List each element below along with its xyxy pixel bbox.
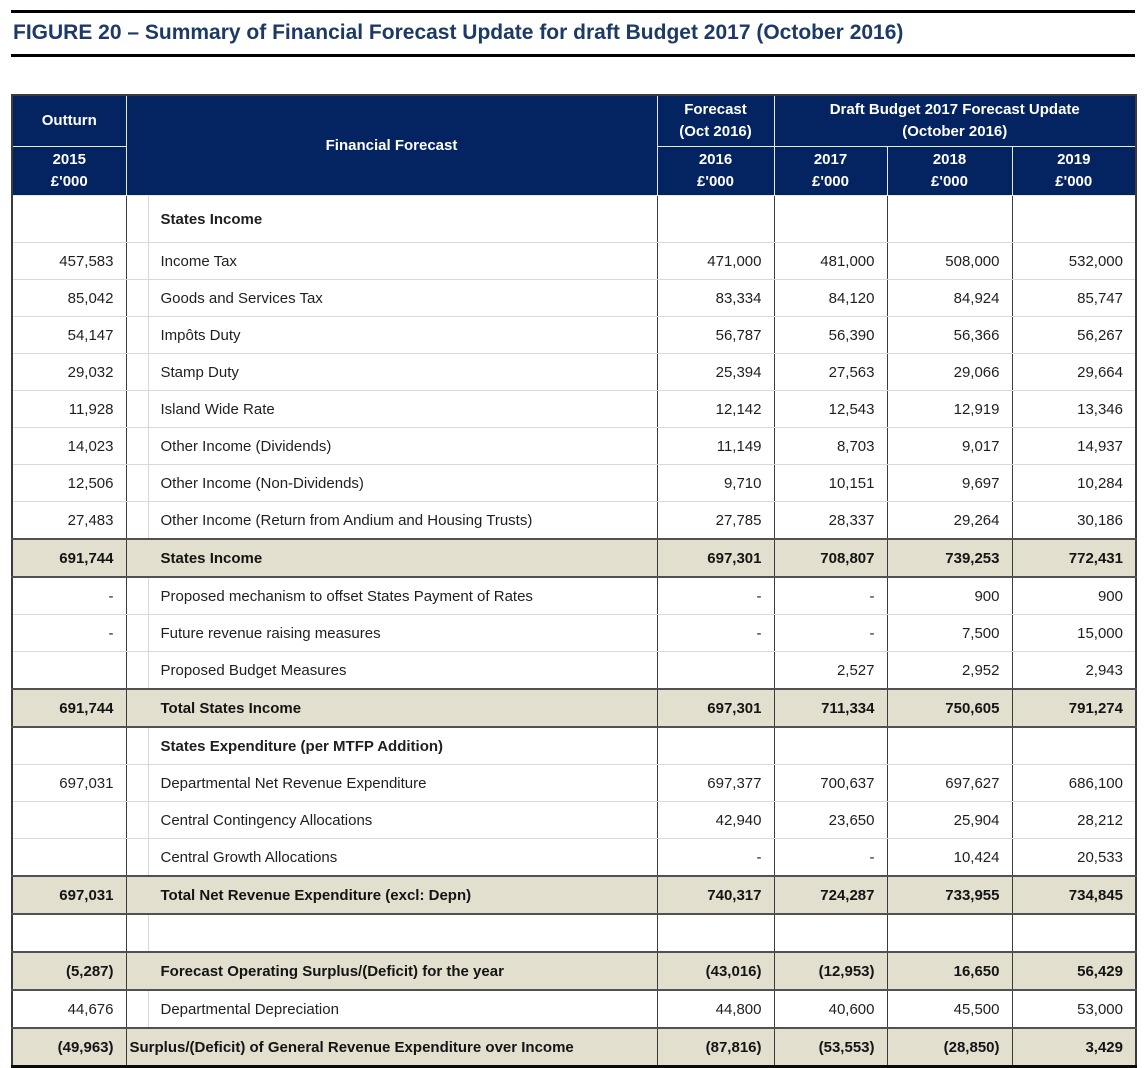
outturn-value xyxy=(12,727,126,765)
financial-forecast-table xyxy=(11,94,1137,1068)
outturn-value: 457,583 xyxy=(12,243,126,280)
value-2016: - xyxy=(657,577,774,615)
row-label: Stamp Duty xyxy=(148,354,657,391)
value-2016 xyxy=(657,727,774,765)
row-label: Other Income (Non-Dividends) xyxy=(148,465,657,502)
outturn-value: 697,031 xyxy=(12,765,126,802)
title-rule-bottom xyxy=(11,54,1135,57)
value-2017: - xyxy=(774,839,887,877)
outturn-value: 697,031 xyxy=(12,876,126,914)
row-indent xyxy=(126,615,148,652)
row-indent xyxy=(126,802,148,839)
forecast-sublabel: (Oct 2016) xyxy=(679,123,752,140)
value-2018: 9,017 xyxy=(887,428,1012,465)
outturn-header-label: Outturn xyxy=(41,112,97,129)
value-2016: (43,016) xyxy=(657,952,774,990)
value-2017: 12,543 xyxy=(774,391,887,428)
value-2018: 733,955 xyxy=(887,876,1012,914)
row-indent xyxy=(126,839,148,877)
year-2015-header-cell xyxy=(12,147,126,196)
financial-forecast-label: Financial Forecast xyxy=(325,136,458,154)
value-2017: - xyxy=(774,577,887,615)
row-label: Proposed Budget Measures xyxy=(148,652,657,690)
value-2018: 750,605 xyxy=(887,689,1012,727)
value-2018: 508,000 xyxy=(887,243,1012,280)
value-2019: 13,346 xyxy=(1012,391,1136,428)
table-row xyxy=(12,577,1136,615)
value-2018: 84,924 xyxy=(887,280,1012,317)
table-row xyxy=(12,990,1136,1028)
table-row xyxy=(12,502,1136,540)
value-2019: 28,212 xyxy=(1012,802,1136,839)
outturn-value: 54,147 xyxy=(12,317,126,354)
outturn-value: 27,483 xyxy=(12,502,126,540)
table-row xyxy=(12,243,1136,280)
value-2017: 724,287 xyxy=(774,876,887,914)
value-2018: 29,066 xyxy=(887,354,1012,391)
value-2016: 27,785 xyxy=(657,502,774,540)
year-2018-header-cell xyxy=(887,147,1012,196)
table-row xyxy=(12,317,1136,354)
value-2018: 900 xyxy=(887,577,1012,615)
outturn-value: 14,023 xyxy=(12,428,126,465)
row-label: Surplus/(Deficit) of General Revenue Expenditure over Income xyxy=(126,1028,657,1067)
value-2017: - xyxy=(774,615,887,652)
value-2019: 53,000 xyxy=(1012,990,1136,1028)
year-2016-label: 2016 xyxy=(698,151,733,168)
value-2019: 20,533 xyxy=(1012,839,1136,877)
table-row xyxy=(12,1028,1136,1067)
row-indent xyxy=(126,652,148,690)
table-row xyxy=(12,196,1136,243)
value-2016: 42,940 xyxy=(657,802,774,839)
year-2017-label: 2017 xyxy=(813,151,848,168)
row-label xyxy=(148,914,657,952)
value-2017: 27,563 xyxy=(774,354,887,391)
forecast-label: Forecast xyxy=(684,101,747,118)
outturn-value: 691,744 xyxy=(12,689,126,727)
row-label: Central Contingency Allocations xyxy=(148,802,657,839)
value-2016: - xyxy=(657,615,774,652)
value-2019: 29,664 xyxy=(1012,354,1136,391)
value-2016: 12,142 xyxy=(657,391,774,428)
value-2016: 44,800 xyxy=(657,990,774,1028)
year-2016-header-cell xyxy=(657,147,774,196)
table-row xyxy=(12,539,1136,577)
value-2019: 686,100 xyxy=(1012,765,1136,802)
value-2017: 84,120 xyxy=(774,280,887,317)
header-row-top xyxy=(12,95,1136,147)
year-2019-unit: £'000 xyxy=(1055,173,1093,190)
value-2018: (28,850) xyxy=(887,1028,1012,1067)
value-2016 xyxy=(657,652,774,690)
value-2017 xyxy=(774,196,887,243)
value-2016 xyxy=(657,196,774,243)
table-row xyxy=(12,876,1136,914)
value-2016: 25,394 xyxy=(657,354,774,391)
outturn-value: (5,287) xyxy=(12,952,126,990)
outturn-value: 691,744 xyxy=(12,539,126,577)
value-2017 xyxy=(774,914,887,952)
table-row xyxy=(12,391,1136,428)
value-2019: 3,429 xyxy=(1012,1028,1136,1067)
financial-forecast-header-cell xyxy=(126,95,657,196)
outturn-value: - xyxy=(12,615,126,652)
table-row xyxy=(12,652,1136,690)
row-label: Other Income (Return from Andium and Housing Trusts) xyxy=(148,502,657,540)
value-2017: 8,703 xyxy=(774,428,887,465)
row-indent xyxy=(126,354,148,391)
value-2019: 772,431 xyxy=(1012,539,1136,577)
year-2018-label: 2018 xyxy=(932,151,967,168)
year-2015-label: 2015 xyxy=(52,151,86,168)
row-label: Departmental Depreciation xyxy=(148,990,657,1028)
row-label: Impôts Duty xyxy=(148,317,657,354)
value-2018: 16,650 xyxy=(887,952,1012,990)
value-2018: 56,366 xyxy=(887,317,1012,354)
row-label: Other Income (Dividends) xyxy=(148,428,657,465)
table-row xyxy=(12,802,1136,839)
row-indent xyxy=(126,502,148,540)
row-label: Proposed mechanism to offset States Payment of Rates xyxy=(148,577,657,615)
table-body xyxy=(12,196,1136,1067)
value-2017: 28,337 xyxy=(774,502,887,540)
draft-budget-label: Draft Budget 2017 Forecast Update xyxy=(829,101,1080,118)
value-2017: (53,553) xyxy=(774,1028,887,1067)
value-2017 xyxy=(774,727,887,765)
draft-budget-sublabel: (October 2016) xyxy=(902,123,1008,140)
value-2017: 481,000 xyxy=(774,243,887,280)
value-2017: 2,527 xyxy=(774,652,887,690)
row-label: Departmental Net Revenue Expenditure xyxy=(148,765,657,802)
value-2019: 56,429 xyxy=(1012,952,1136,990)
row-label: States Expenditure (per MTFP Addition) xyxy=(148,727,657,765)
table-row xyxy=(12,914,1136,952)
row-label: States Income xyxy=(126,539,657,577)
row-indent xyxy=(126,391,148,428)
row-indent xyxy=(126,727,148,765)
value-2017: 708,807 xyxy=(774,539,887,577)
outturn-value: 44,676 xyxy=(12,990,126,1028)
figure-title: FIGURE 20 – Summary of Financial Forecast Update for draft Budget 2017 (October 2016) xyxy=(13,21,904,44)
row-indent xyxy=(126,465,148,502)
year-2019-header-cell xyxy=(1012,147,1136,196)
year-2017-unit: £'000 xyxy=(812,173,849,190)
year-2018-unit: £'000 xyxy=(931,173,968,190)
row-label: Future revenue raising measures xyxy=(148,615,657,652)
value-2019 xyxy=(1012,727,1136,765)
row-indent xyxy=(126,990,148,1028)
row-indent xyxy=(126,243,148,280)
value-2017: 23,650 xyxy=(774,802,887,839)
value-2018 xyxy=(887,914,1012,952)
outturn-value: 85,042 xyxy=(12,280,126,317)
value-2016: 83,334 xyxy=(657,280,774,317)
outturn-value: (49,963) xyxy=(12,1028,126,1067)
value-2016: 9,710 xyxy=(657,465,774,502)
value-2016: 471,000 xyxy=(657,243,774,280)
table-row xyxy=(12,615,1136,652)
value-2018: 25,904 xyxy=(887,802,1012,839)
year-2016-unit: £'000 xyxy=(697,173,734,190)
value-2016: (87,816) xyxy=(657,1028,774,1067)
value-2016: - xyxy=(657,839,774,877)
year-2015-unit: £'000 xyxy=(50,173,88,190)
row-label: Total States Income xyxy=(126,689,657,727)
value-2019: 85,747 xyxy=(1012,280,1136,317)
value-2017: 711,334 xyxy=(774,689,887,727)
row-label: States Income xyxy=(148,196,657,243)
value-2018: 697,627 xyxy=(887,765,1012,802)
table-row xyxy=(12,952,1136,990)
row-indent xyxy=(126,317,148,354)
value-2016: 697,377 xyxy=(657,765,774,802)
value-2017: 10,151 xyxy=(774,465,887,502)
row-label: Forecast Operating Surplus/(Deficit) for the year xyxy=(126,952,657,990)
value-2019: 56,267 xyxy=(1012,317,1136,354)
value-2018: 45,500 xyxy=(887,990,1012,1028)
row-label: Total Net Revenue Expenditure (excl: Depn) xyxy=(126,876,657,914)
outturn-value: - xyxy=(12,577,126,615)
value-2017: (12,953) xyxy=(774,952,887,990)
outturn-value xyxy=(12,914,126,952)
value-2018 xyxy=(887,727,1012,765)
value-2019: 30,186 xyxy=(1012,502,1136,540)
value-2017: 40,600 xyxy=(774,990,887,1028)
value-2016: 697,301 xyxy=(657,689,774,727)
value-2018: 739,253 xyxy=(887,539,1012,577)
value-2016 xyxy=(657,914,774,952)
year-2017-header-cell xyxy=(774,147,887,196)
value-2016: 11,149 xyxy=(657,428,774,465)
value-2016: 56,787 xyxy=(657,317,774,354)
value-2018: 29,264 xyxy=(887,502,1012,540)
row-indent xyxy=(126,280,148,317)
value-2018: 9,697 xyxy=(887,465,1012,502)
forecast-oct-header-cell xyxy=(657,95,774,147)
value-2019: 10,284 xyxy=(1012,465,1136,502)
row-label: Central Growth Allocations xyxy=(148,839,657,877)
value-2018: 7,500 xyxy=(887,615,1012,652)
figure-title-block xyxy=(11,10,1135,57)
outturn-value: 29,032 xyxy=(12,354,126,391)
row-indent xyxy=(126,765,148,802)
table-row xyxy=(12,428,1136,465)
draft-budget-header-cell xyxy=(774,95,1136,147)
value-2016: 740,317 xyxy=(657,876,774,914)
outturn-value xyxy=(12,652,126,690)
outturn-value xyxy=(12,802,126,839)
value-2019: 900 xyxy=(1012,577,1136,615)
row-label: Island Wide Rate xyxy=(148,391,657,428)
table-row xyxy=(12,465,1136,502)
outturn-header-cell xyxy=(12,95,126,147)
value-2019: 14,937 xyxy=(1012,428,1136,465)
outturn-value: 12,506 xyxy=(12,465,126,502)
value-2019: 2,943 xyxy=(1012,652,1136,690)
table-header xyxy=(12,95,1136,196)
year-2019-label: 2019 xyxy=(1057,151,1091,168)
value-2018 xyxy=(887,196,1012,243)
value-2017: 700,637 xyxy=(774,765,887,802)
row-indent xyxy=(126,577,148,615)
value-2018: 12,919 xyxy=(887,391,1012,428)
outturn-value xyxy=(12,839,126,877)
table-row xyxy=(12,689,1136,727)
value-2019: 734,845 xyxy=(1012,876,1136,914)
table-row xyxy=(12,280,1136,317)
value-2019: 532,000 xyxy=(1012,243,1136,280)
value-2018: 2,952 xyxy=(887,652,1012,690)
table-row xyxy=(12,354,1136,391)
value-2016: 697,301 xyxy=(657,539,774,577)
outturn-value xyxy=(12,196,126,243)
table-row xyxy=(12,765,1136,802)
row-label: Income Tax xyxy=(148,243,657,280)
row-indent xyxy=(126,428,148,465)
outturn-value: 11,928 xyxy=(12,391,126,428)
table-row xyxy=(12,839,1136,877)
row-label: Goods and Services Tax xyxy=(148,280,657,317)
table-row xyxy=(12,727,1136,765)
row-indent xyxy=(126,914,148,952)
value-2019 xyxy=(1012,914,1136,952)
value-2019: 791,274 xyxy=(1012,689,1136,727)
value-2019: 15,000 xyxy=(1012,615,1136,652)
value-2018: 10,424 xyxy=(887,839,1012,877)
value-2019 xyxy=(1012,196,1136,243)
value-2017: 56,390 xyxy=(774,317,887,354)
row-indent xyxy=(126,196,148,243)
